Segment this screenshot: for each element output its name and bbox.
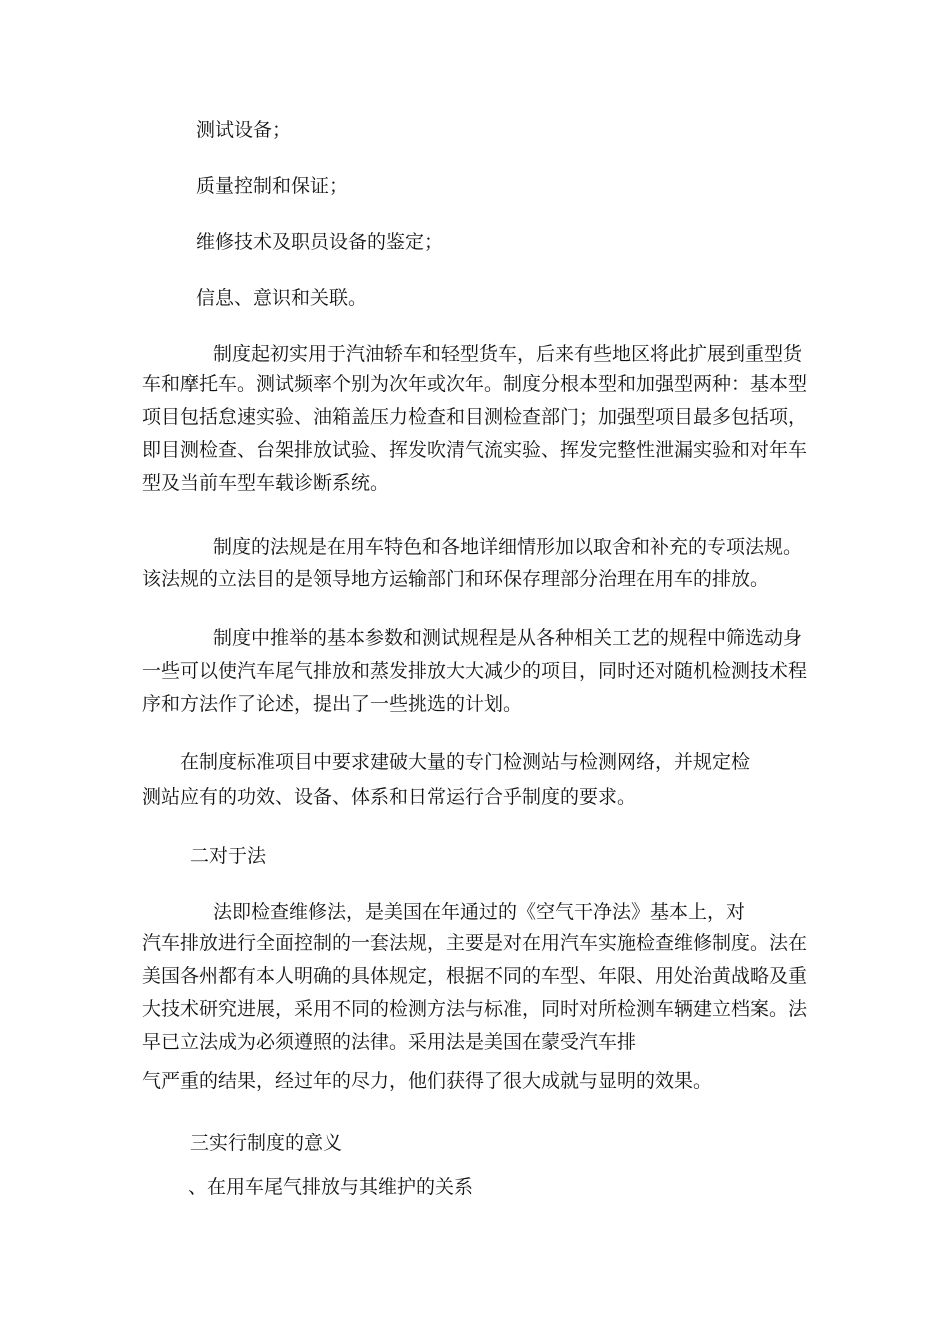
paragraph-line: 大技术研究进展，采用不同的检测方法与标准，同时对所检测车辆建立档案。法 bbox=[142, 998, 808, 1020]
section-heading: 三实行制度的意义 bbox=[190, 1132, 343, 1154]
list-item: 测试设备； bbox=[196, 119, 292, 141]
paragraph-line: 早已立法成为必须遵照的法律。采用法是美国在蒙受汽车排 bbox=[142, 1031, 637, 1053]
paragraph-line: 制度的法规是在用车特色和各地详细情形加以取舍和补充的专项法规。 bbox=[213, 536, 803, 558]
paragraph-line: 汽车排放进行全面控制的一套法规，主要是对在用汽车实施检查维修制度。法在 bbox=[142, 932, 808, 954]
paragraph-line: 美国各州都有本人明确的具体规定，根据不同的车型、年限、用处治黄战略及重 bbox=[142, 965, 808, 987]
paragraph-line: 车和摩托车。测试频率个别为次年或次年。制度分根本型和加强型两种：基本型 bbox=[142, 373, 808, 395]
list-item: 质量控制和保证； bbox=[196, 175, 349, 197]
subsection-heading: 、在用车尾气排放与其维护的关系 bbox=[188, 1176, 474, 1198]
paragraph-line: 气严重的结果，经过年的尽力，他们获得了很大成就与显明的效果。 bbox=[142, 1070, 713, 1092]
paragraph-line: 该法规的立法目的是领导地方运输部门和环保存理部分治理在用车的排放。 bbox=[142, 568, 770, 590]
paragraph-line: 即目测检查、台架排放试验、挥发吹清气流实验、挥发完整性泄漏实验和对年车 bbox=[142, 439, 808, 461]
paragraph-line: 型及当前车型车载诊断系统。 bbox=[142, 472, 390, 494]
paragraph-line: 制度中推举的基本参数和测试规程是从各种相关工艺的规程中筛选动身 bbox=[213, 627, 803, 649]
section-heading: 二对于法 bbox=[190, 845, 267, 867]
paragraph-line: 一些可以使汽车尾气排放和蒸发排放大大减少的项目，同时还对随机检测技术程 bbox=[142, 660, 808, 682]
paragraph-line: 法即检查维修法，是美国在年通过的《空气干净法》基本上，对 bbox=[213, 901, 746, 923]
paragraph-line: 制度起初实用于汽油轿车和轻型货车，后来有些地区将此扩展到重型货 bbox=[213, 343, 803, 365]
paragraph-line: 测站应有的功效、设备、体系和日常运行合乎制度的要求。 bbox=[142, 786, 637, 808]
paragraph-line: 在制度标准项目中要求建破大量的专门检测站与检测网络，并规定检 bbox=[180, 751, 751, 773]
list-item: 维修技术及职员设备的鉴定； bbox=[196, 231, 444, 253]
paragraph-line: 序和方法作了论述，提出了一些挑选的计划。 bbox=[142, 693, 523, 715]
paragraph-line: 项目包括怠速实验、油箱盖压力检查和目测检查部门；加强型项目最多包括项， bbox=[142, 406, 808, 428]
list-item: 信息、意识和关联。 bbox=[196, 287, 368, 309]
